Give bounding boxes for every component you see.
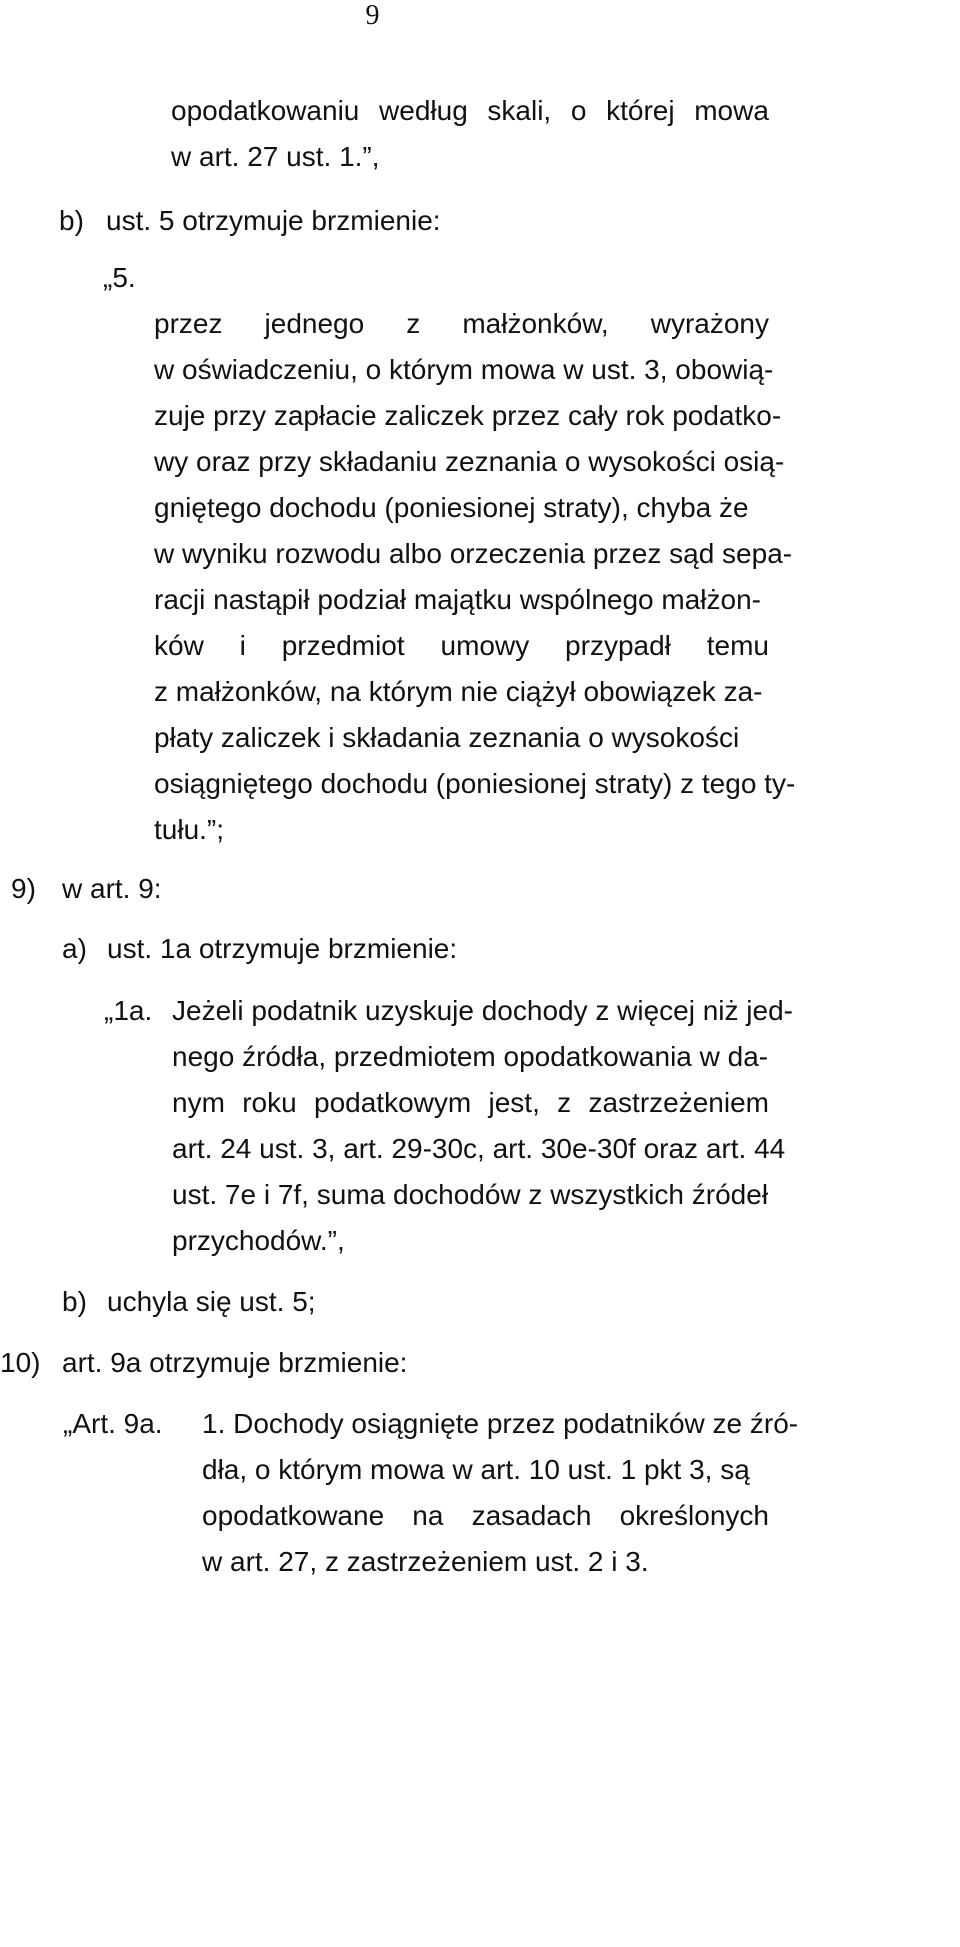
word: małżonków, — [462, 308, 609, 339]
word: na — [412, 1500, 444, 1531]
list-marker: 10) — [0, 1347, 41, 1378]
word: mowa — [694, 95, 769, 126]
text-line: gniętego dochodu (poniesionej straty), chyba że — [154, 492, 749, 523]
text-line: racji nastąpił podział majątku wspólnego małżon- — [154, 584, 761, 615]
text-line: w art. 27, z zastrzeżeniem ust. 2 i 3. — [202, 1546, 649, 1577]
word: ków — [154, 630, 204, 661]
word: jednego — [264, 308, 365, 339]
word: o — [570, 95, 587, 126]
text-line-justified — [172, 1086, 769, 1120]
text-line-justified — [202, 1499, 769, 1533]
text-line: zuje przy zapłacie zaliczek przez cały rok podatko- — [154, 400, 782, 431]
text-line: tułu.”; — [154, 814, 225, 845]
text-line-justified — [154, 307, 769, 341]
list-marker: a) — [62, 933, 87, 964]
word: zasadach — [471, 1500, 592, 1531]
text-line: płaty zaliczek i składania zeznania o wysokości — [154, 722, 740, 753]
word: nym — [172, 1087, 225, 1118]
text-line: przychodów.”, — [172, 1225, 345, 1256]
word: której — [606, 95, 675, 126]
word: temu — [706, 630, 769, 661]
word: przypadł — [565, 630, 671, 661]
word: jest, — [488, 1087, 540, 1118]
list-item-text: w art. 9: — [62, 873, 162, 904]
list-item-text: uchyla się ust. 5; — [107, 1286, 316, 1317]
page-number: 9 — [365, 0, 380, 31]
word: według — [379, 95, 468, 126]
word: podatkowym — [314, 1087, 472, 1118]
text-line: art. 24 ust. 3, art. 29-30c, art. 30e-30f oraz art. 44 — [172, 1133, 786, 1164]
word: przedmiot — [281, 630, 405, 661]
list-marker: b) — [62, 1286, 87, 1317]
text-line: wy oraz przy składaniu zeznania o wysokości osią- — [154, 446, 785, 477]
word: i — [239, 630, 246, 661]
text-line: nego źródła, przedmiotem opodatkowania w da- — [172, 1041, 769, 1072]
quote-marker: „5. — [103, 262, 136, 293]
word: opodatkowane — [202, 1500, 385, 1531]
list-marker: b) — [59, 205, 84, 236]
list-marker: 9) — [11, 873, 36, 904]
text-line-justified — [171, 94, 769, 128]
quote-marker: „1a. — [104, 995, 153, 1026]
word: z — [406, 308, 421, 339]
text-line-justified — [154, 629, 769, 663]
word: przez — [154, 308, 223, 339]
word: określonych — [619, 1500, 769, 1531]
text-line: dła, o którym mowa w art. 10 ust. 1 pkt 3, są — [202, 1454, 750, 1485]
text-line: w art. 27 ust. 1.”, — [171, 141, 380, 172]
text-line: Jeżeli podatnik uzyskuje dochody z więcej niż jed- — [172, 995, 793, 1026]
word: zastrzeżeniem — [588, 1087, 769, 1118]
text-line: w oświadczeniu, o którym mowa w ust. 3, obowią- — [154, 354, 774, 385]
quote-marker: „Art. 9a. — [63, 1408, 163, 1439]
list-item-text: ust. 5 otrzymuje brzmienie: — [106, 205, 441, 236]
text-line: w wyniku rozwodu albo orzeczenia przez sąd sepa- — [154, 538, 793, 569]
word: skali, — [487, 95, 552, 126]
text-line: 1. Dochody osiągnięte przez podatników ze źró- — [202, 1408, 799, 1439]
text-line: ust. 7e i 7f, suma dochodów z wszystkich źródeł — [172, 1179, 769, 1210]
text-line: z małżonków, na którym nie ciążył obowiązek za- — [154, 676, 763, 707]
word: umowy — [440, 630, 530, 661]
word: z — [557, 1087, 572, 1118]
list-item-text: ust. 1a otrzymuje brzmienie: — [107, 933, 458, 964]
word: wyrażony — [650, 308, 769, 339]
text-line: osiągniętego dochodu (poniesionej straty) z tego ty- — [154, 768, 796, 799]
list-item-text: art. 9a otrzymuje brzmienie: — [62, 1347, 408, 1378]
word: opodatkowaniu — [171, 95, 360, 126]
word: roku — [242, 1087, 297, 1118]
